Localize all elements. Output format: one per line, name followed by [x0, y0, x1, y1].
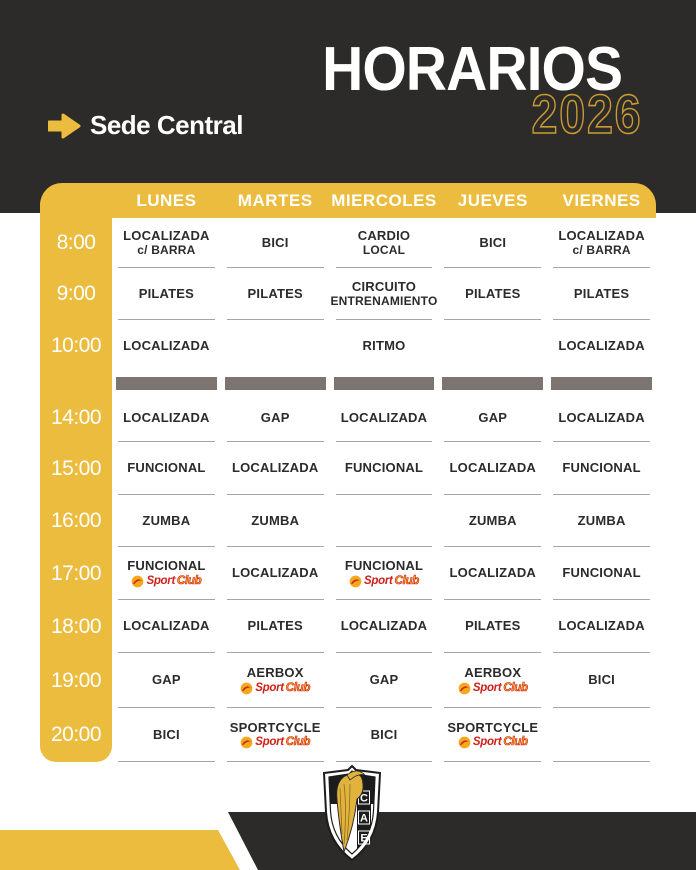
sportclub-logo: [458, 682, 528, 695]
class-name: LOCALIZADA: [123, 337, 210, 353]
class-name: LOCALIZADA: [123, 618, 210, 634]
location-label: Sede Central: [90, 110, 243, 140]
day-header-martes: MARTES: [237, 190, 313, 210]
separator-cell: [221, 372, 330, 394]
time-label: 19:00: [50, 668, 102, 692]
class-name: GAP: [369, 672, 399, 688]
class-name: PILATES: [247, 285, 303, 301]
class-cell: [112, 495, 221, 547]
schedule-row-10:00: [40, 320, 656, 372]
class-cell: [221, 394, 330, 442]
class-name: LOCALIZADA: [449, 460, 537, 476]
class-cell: [438, 547, 547, 600]
class-cell: [112, 442, 221, 495]
class-cell: [221, 547, 330, 600]
class-name: RITMO: [362, 337, 406, 353]
class-name: LOCALIZADA: [340, 618, 428, 634]
class-name: PILATES: [573, 285, 630, 301]
class-cell: [221, 495, 330, 547]
cell-underline: [553, 761, 650, 762]
class-name: FUNCIONAL: [562, 460, 641, 476]
schedule-row-18:00: [40, 600, 656, 653]
class-cell: [547, 547, 656, 600]
class-cell: [330, 600, 439, 653]
class-name: c/ BARRA: [572, 242, 631, 257]
time-label: 16:00: [50, 509, 102, 532]
class-cell: [547, 653, 656, 708]
class-cell: [112, 268, 221, 320]
class-cell: [221, 442, 330, 495]
class-cell: [330, 442, 439, 495]
sportclub-ball-icon: [349, 575, 362, 588]
class-cell: [547, 268, 656, 320]
sportclub-club-text: Club: [394, 574, 419, 587]
time-label: 20:00: [50, 723, 102, 746]
sportclub-logo: [131, 575, 201, 588]
sportclub-logo: [240, 682, 310, 695]
class-cell: [221, 218, 330, 268]
class-name: ZUMBA: [468, 512, 517, 528]
time-label: 18:00: [50, 614, 102, 638]
class-cell: [438, 600, 547, 653]
schedule-row-9:00: [40, 268, 656, 320]
class-name: LOCALIZADA: [231, 565, 319, 581]
class-cell: [221, 268, 330, 320]
class-name: LOCALIZADA: [558, 618, 645, 634]
time-label: 9:00: [56, 282, 96, 305]
time-label: 15:00: [50, 456, 102, 480]
sportclub-sport-text: Sport: [472, 681, 502, 694]
class-cell: [438, 653, 547, 708]
class-name: BICI: [588, 672, 615, 688]
crest-letter: A: [360, 812, 368, 825]
empty-cell: [330, 495, 439, 547]
time-label: 8:00: [56, 231, 96, 254]
class-name: LOCALIZADA: [340, 409, 428, 425]
class-cell: [221, 708, 330, 762]
class-name: FUNCIONAL: [344, 460, 424, 476]
cell-underline: [336, 761, 433, 762]
class-name: FUNCIONAL: [344, 558, 424, 574]
class-cell: [112, 394, 221, 442]
class-name: GAP: [152, 672, 181, 688]
class-name: PILATES: [465, 618, 521, 634]
class-name: c/ BARRA: [137, 242, 196, 257]
class-name: LOCALIZADA: [449, 565, 537, 581]
class-name: LOCAL: [362, 242, 406, 257]
header-band: [0, 0, 696, 213]
class-cell: [330, 268, 439, 320]
empty-cell: [221, 320, 330, 372]
class-name: BICI: [370, 726, 398, 742]
sportclub-ball-icon: [240, 736, 253, 749]
class-name: LOCALIZADA: [558, 228, 645, 243]
separator-bar: [116, 377, 217, 390]
page-title: HORARIOS: [321, 35, 622, 104]
class-cell: [112, 547, 221, 600]
class-name: SPORTCYCLE: [447, 719, 539, 735]
class-cell: [330, 547, 439, 600]
day-header-row: [40, 183, 656, 218]
class-name: AERBOX: [464, 665, 522, 681]
cell-underline: [227, 761, 324, 762]
separator-cell: [438, 372, 547, 394]
class-name: BICI: [261, 234, 289, 250]
schedule-row-19:00: [40, 653, 656, 708]
class-cell: [547, 442, 656, 495]
sportclub-logo: [349, 575, 419, 588]
separator-bar: [442, 377, 543, 390]
schedule-row-8:00: [40, 218, 656, 268]
class-cell: [112, 653, 221, 708]
separator-row: [40, 372, 656, 394]
sportclub-ball-icon: [458, 682, 471, 695]
class-name: FUNCIONAL: [127, 558, 206, 574]
separator-bar: [334, 377, 435, 390]
class-cell: [112, 708, 221, 762]
sportclub-sport-text: Sport: [255, 736, 284, 749]
class-name: CIRCUITO: [351, 279, 417, 294]
sportclub-ball-icon: [131, 575, 144, 588]
sportclub-club-text: Club: [503, 736, 528, 749]
class-cell: [438, 495, 547, 547]
class-cell: [330, 653, 439, 708]
sportclub-logo: [458, 736, 528, 749]
class-name: ENTRENAMIENTO: [330, 293, 438, 308]
schedule-row-15:00: [40, 442, 656, 495]
class-cell: [547, 600, 656, 653]
class-cell: [330, 708, 439, 762]
class-name: LOCALIZADA: [123, 409, 210, 425]
class-cell: [112, 320, 221, 372]
sportclub-club-text: Club: [176, 574, 202, 587]
class-name: LOCALIZADA: [123, 228, 210, 243]
empty-cell: [438, 320, 547, 372]
class-cell: [438, 218, 547, 268]
class-name: ZUMBA: [251, 512, 300, 528]
arrow-icon: [48, 111, 82, 141]
class-name: LOCALIZADA: [558, 337, 645, 353]
sportclub-sport-text: Sport: [364, 574, 393, 587]
time-label: 17:00: [50, 561, 102, 585]
class-name: AERBOX: [246, 665, 304, 681]
schedule-grid: [40, 218, 656, 762]
crest-letter: E: [360, 832, 368, 845]
schedule-table: [40, 183, 656, 762]
class-name: FUNCIONAL: [127, 460, 206, 476]
sportclub-sport-text: Sport: [255, 681, 284, 694]
cae-crest-logo: [317, 764, 387, 862]
class-cell: [221, 653, 330, 708]
sportclub-sport-text: Sport: [472, 736, 502, 749]
sportclub-ball-icon: [458, 736, 471, 749]
schedule-row-17:00: [40, 547, 656, 600]
class-name: GAP: [260, 409, 290, 425]
class-name: LOCALIZADA: [231, 460, 319, 476]
class-name: ZUMBA: [142, 512, 191, 528]
footer-yellow-stripe: [0, 830, 250, 870]
class-name: LOCALIZADA: [558, 409, 645, 425]
class-name: FUNCIONAL: [562, 565, 641, 581]
cell-underline: [118, 761, 215, 762]
class-cell: [330, 218, 439, 268]
separator-cell: [330, 372, 439, 394]
separator-cell: [547, 372, 656, 394]
class-cell: [438, 708, 547, 762]
class-cell: [438, 394, 547, 442]
sportclub-logo: [240, 736, 310, 749]
class-cell: [330, 320, 439, 372]
schedule-row-20:00: [40, 708, 656, 762]
sportclub-ball-icon: [240, 682, 253, 695]
class-name: CARDIO: [357, 228, 411, 243]
sportclub-club-text: Club: [285, 681, 311, 694]
cell-underline: [444, 761, 541, 762]
day-header-jueves: JUEVES: [457, 190, 528, 210]
class-name: PILATES: [465, 285, 521, 301]
class-cell: [547, 320, 656, 372]
class-name: GAP: [478, 409, 508, 425]
day-header-viernes: VIERNES: [562, 190, 641, 210]
class-name: BICI: [152, 726, 180, 742]
class-name: SPORTCYCLE: [229, 719, 321, 735]
year-label: 2026: [531, 83, 642, 145]
time-label: [40, 372, 112, 394]
class-cell: [112, 600, 221, 653]
crest-letter: C: [360, 792, 368, 805]
day-header-spacer: [40, 183, 112, 218]
class-name: BICI: [479, 234, 507, 250]
time-label: 10:00: [50, 334, 102, 357]
class-cell: [112, 218, 221, 268]
empty-cell: [547, 708, 656, 762]
sportclub-club-text: Club: [503, 681, 528, 694]
separator-cell: [112, 372, 221, 394]
class-cell: [221, 600, 330, 653]
class-name: PILATES: [138, 285, 195, 301]
class-name: ZUMBA: [577, 512, 626, 528]
day-header-lunes: LUNES: [136, 190, 197, 210]
sportclub-club-text: Club: [285, 736, 311, 749]
location-row: [48, 110, 243, 141]
class-cell: [330, 394, 439, 442]
class-cell: [438, 442, 547, 495]
class-name: PILATES: [247, 618, 303, 634]
class-cell: [547, 394, 656, 442]
separator-bar: [551, 377, 652, 390]
separator-bar: [225, 377, 326, 390]
class-cell: [547, 495, 656, 547]
class-cell: [438, 268, 547, 320]
class-cell: [547, 218, 656, 268]
day-header-miercoles: MIERCOLES: [331, 190, 437, 210]
time-label: 14:00: [50, 406, 102, 429]
schedule-row-16:00: [40, 495, 656, 547]
sportclub-sport-text: Sport: [146, 574, 175, 587]
schedule-row-14:00: [40, 394, 656, 442]
